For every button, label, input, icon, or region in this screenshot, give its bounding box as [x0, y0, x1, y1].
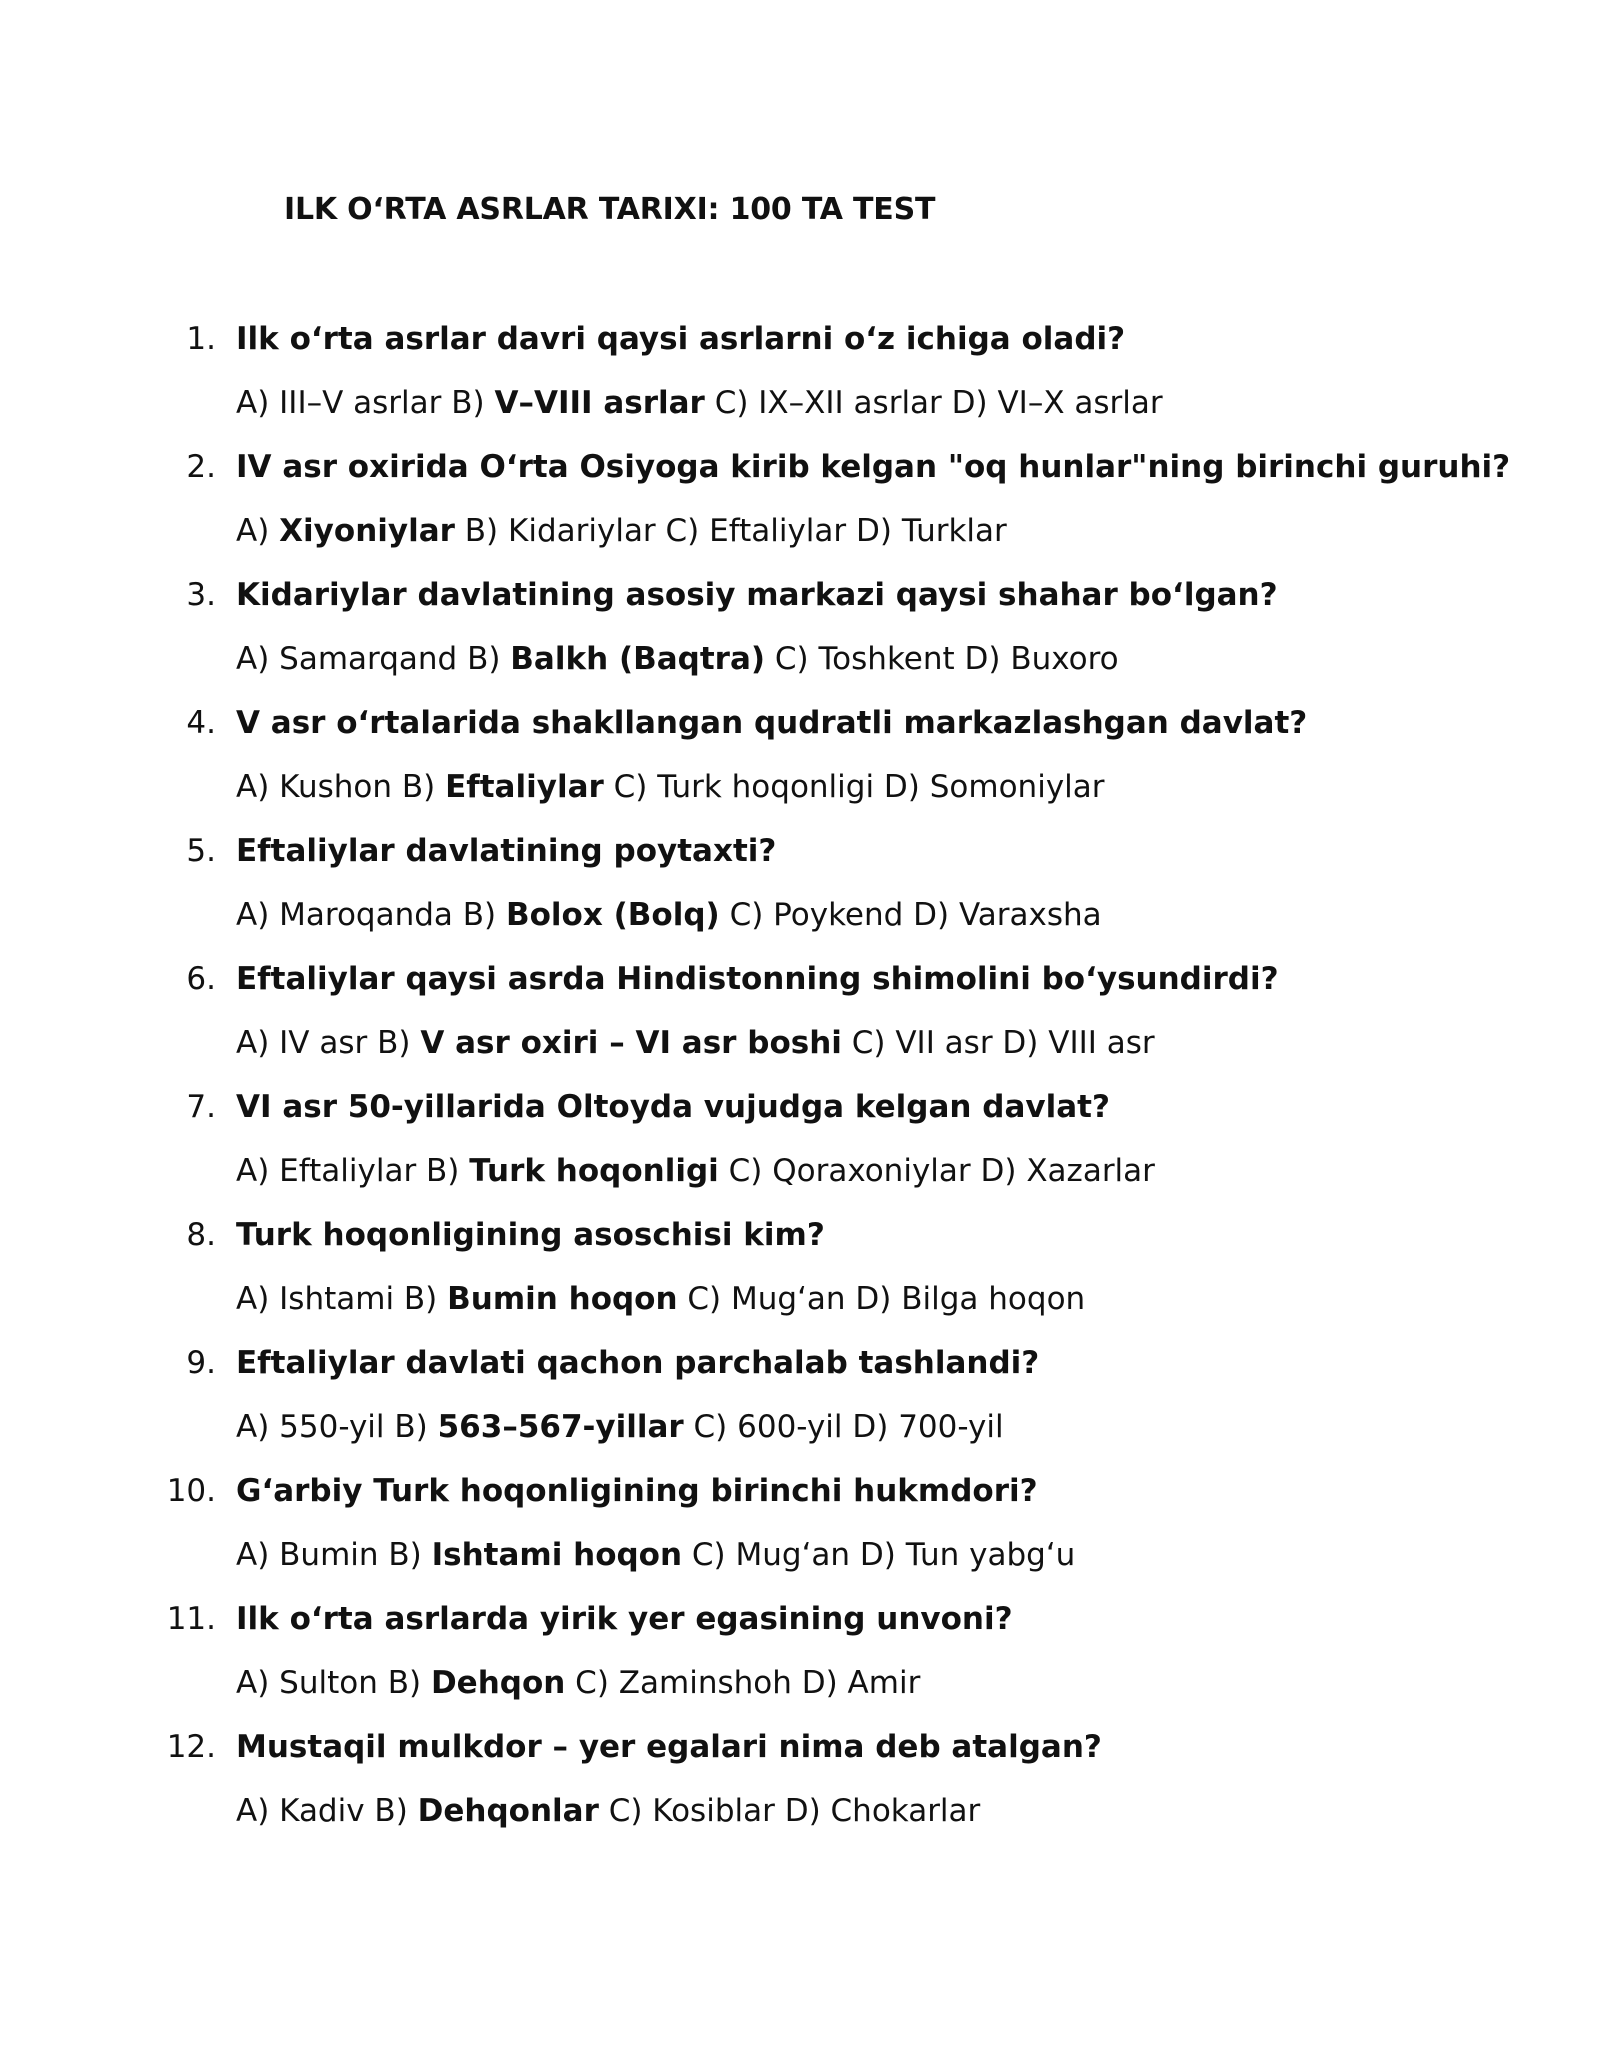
answer-options	[236, 379, 1163, 427]
answer-text: C) IX–XII asrlar D) VI–X asrlar	[704, 385, 1163, 421]
answer-text: A) Sulton B)	[236, 1665, 431, 1701]
answer-text: B) Kidariylar C) Eftaliylar D) Turklar	[454, 513, 1007, 549]
question-text: Ilk o‘rta asrlarda yirik yer egasining unvoni?	[236, 1601, 1013, 1637]
correct-answer: Dehqon	[430, 1665, 566, 1701]
answer-text: C) Qoraxoniylar D) Xazarlar	[718, 1153, 1155, 1189]
answer-options	[236, 1787, 980, 1835]
question-number: 8.	[186, 1217, 216, 1253]
answer-text: A) 550-yil B)	[236, 1409, 438, 1445]
correct-answer: Dehqonlar	[417, 1793, 599, 1829]
question-item	[0, 955, 1600, 1083]
question-item	[0, 1467, 1600, 1595]
question-text: VI asr 50-yillarida Oltoyda vujudga kelgan davlat?	[236, 1089, 1110, 1125]
correct-answer: Bumin hoqon	[447, 1281, 678, 1317]
question-number: 11.	[166, 1601, 216, 1637]
question-number: 3.	[186, 577, 216, 613]
question-text: IV asr oxirida O‘rta Osiyoga kirib kelgan "oq hunlar"ning birinchi guruhi?	[236, 449, 1511, 485]
correct-answer: 563–567-yillar	[437, 1409, 684, 1445]
answer-options	[236, 891, 1102, 939]
answer-text: A) Samarqand B)	[236, 641, 511, 677]
answer-text: A) IV asr B)	[236, 1025, 421, 1061]
question-number: 6.	[186, 961, 216, 997]
question-number: 10.	[166, 1473, 216, 1509]
question-item	[0, 699, 1600, 827]
question-item	[0, 1723, 1600, 1851]
correct-answer: Balkh (Baqtra)	[510, 641, 766, 677]
question-item	[0, 1083, 1600, 1211]
answer-text: C) 600-yil D) 700-yil	[683, 1409, 1004, 1445]
question-text: Eftaliylar davlatining poytaxti?	[236, 833, 777, 869]
page-title: ILK O‘RTA ASRLAR TARIXI: 100 TA TEST	[284, 192, 936, 227]
correct-answer: Ishtami hoqon	[431, 1537, 683, 1573]
question-text: Ilk o‘rta asrlar davri qaysi asrlarni o‘z ichiga oladi?	[236, 321, 1126, 357]
question-number: 1.	[186, 321, 216, 357]
answer-options	[236, 1275, 1085, 1323]
question-text: Eftaliylar qaysi asrda Hindistonning shimolini bo‘ysundirdi?	[236, 961, 1279, 997]
correct-answer: Xiyoniylar	[279, 513, 455, 549]
question-item	[0, 1339, 1600, 1467]
question-item	[0, 1595, 1600, 1723]
question-text: G‘arbiy Turk hoqonligining birinchi hukmdori?	[236, 1473, 1038, 1509]
question-number: 5.	[186, 833, 216, 869]
question-text: V asr o‘rtalarida shakllangan qudratli markazlashgan davlat?	[236, 705, 1308, 741]
question-item	[0, 443, 1600, 571]
correct-answer: V asr oxiri – VI asr boshi	[420, 1025, 842, 1061]
answer-text: A) Kushon B)	[236, 769, 446, 805]
correct-answer: V–VIII asrlar	[494, 385, 705, 421]
answer-options	[236, 1531, 1075, 1579]
answer-text: A) Ishtami B)	[236, 1281, 448, 1317]
question-number: 9.	[186, 1345, 216, 1381]
question-text: Turk hoqonligining asoschisi kim?	[236, 1217, 825, 1253]
question-number: 7.	[186, 1089, 216, 1125]
answer-text: C) Toshkent D) Buxoro	[765, 641, 1119, 677]
answer-text: A) Eftaliylar B)	[236, 1153, 470, 1189]
answer-text: C) Poykend D) Varaxsha	[719, 897, 1102, 933]
answer-options	[236, 507, 1007, 555]
answer-text: C) Kosiblar D) Chokarlar	[598, 1793, 981, 1829]
question-item	[0, 827, 1600, 955]
answer-options	[236, 635, 1119, 683]
correct-answer: Eftaliylar	[445, 769, 604, 805]
answer-options	[236, 1659, 920, 1707]
answer-text: C) Turk hoqonligi D) Somoniylar	[603, 769, 1105, 805]
answer-text: A) Kadiv B)	[236, 1793, 418, 1829]
answer-text: C) VII asr D) VIII asr	[841, 1025, 1155, 1061]
answer-text: C) Mug‘an D) Tun yabg‘u	[682, 1537, 1076, 1573]
question-text: Kidariylar davlatining asosiy markazi qaysi shahar bo‘lgan?	[236, 577, 1278, 613]
correct-answer: Turk hoqonligi	[469, 1153, 719, 1189]
question-item	[0, 571, 1600, 699]
answer-text: A)	[236, 513, 280, 549]
question-text: Eftaliylar davlati qachon parchalab tashlandi?	[236, 1345, 1040, 1381]
correct-answer: Bolox (Bolq)	[506, 897, 720, 933]
question-number: 4.	[186, 705, 216, 741]
answer-options	[236, 1403, 1004, 1451]
question-number: 12.	[166, 1729, 216, 1765]
question-item	[0, 1211, 1600, 1339]
answer-text: C) Zaminshoh D) Amir	[565, 1665, 921, 1701]
answer-text: B)	[451, 385, 495, 421]
answer-options	[236, 1147, 1155, 1195]
answer-text: C) Mug‘an D) Bilga hoqon	[677, 1281, 1086, 1317]
question-text: Mustaqil mulkdor – yer egalari nima deb atalgan?	[236, 1729, 1102, 1765]
answer-text: A) III–V asrlar	[236, 385, 452, 421]
question-number: 2.	[186, 449, 216, 485]
answer-options	[236, 763, 1105, 811]
answer-text: A) Maroqanda B)	[236, 897, 506, 933]
answer-options	[236, 1019, 1155, 1067]
question-list	[0, 315, 1600, 1851]
answer-text: A) Bumin B)	[236, 1537, 432, 1573]
question-item	[0, 315, 1600, 443]
